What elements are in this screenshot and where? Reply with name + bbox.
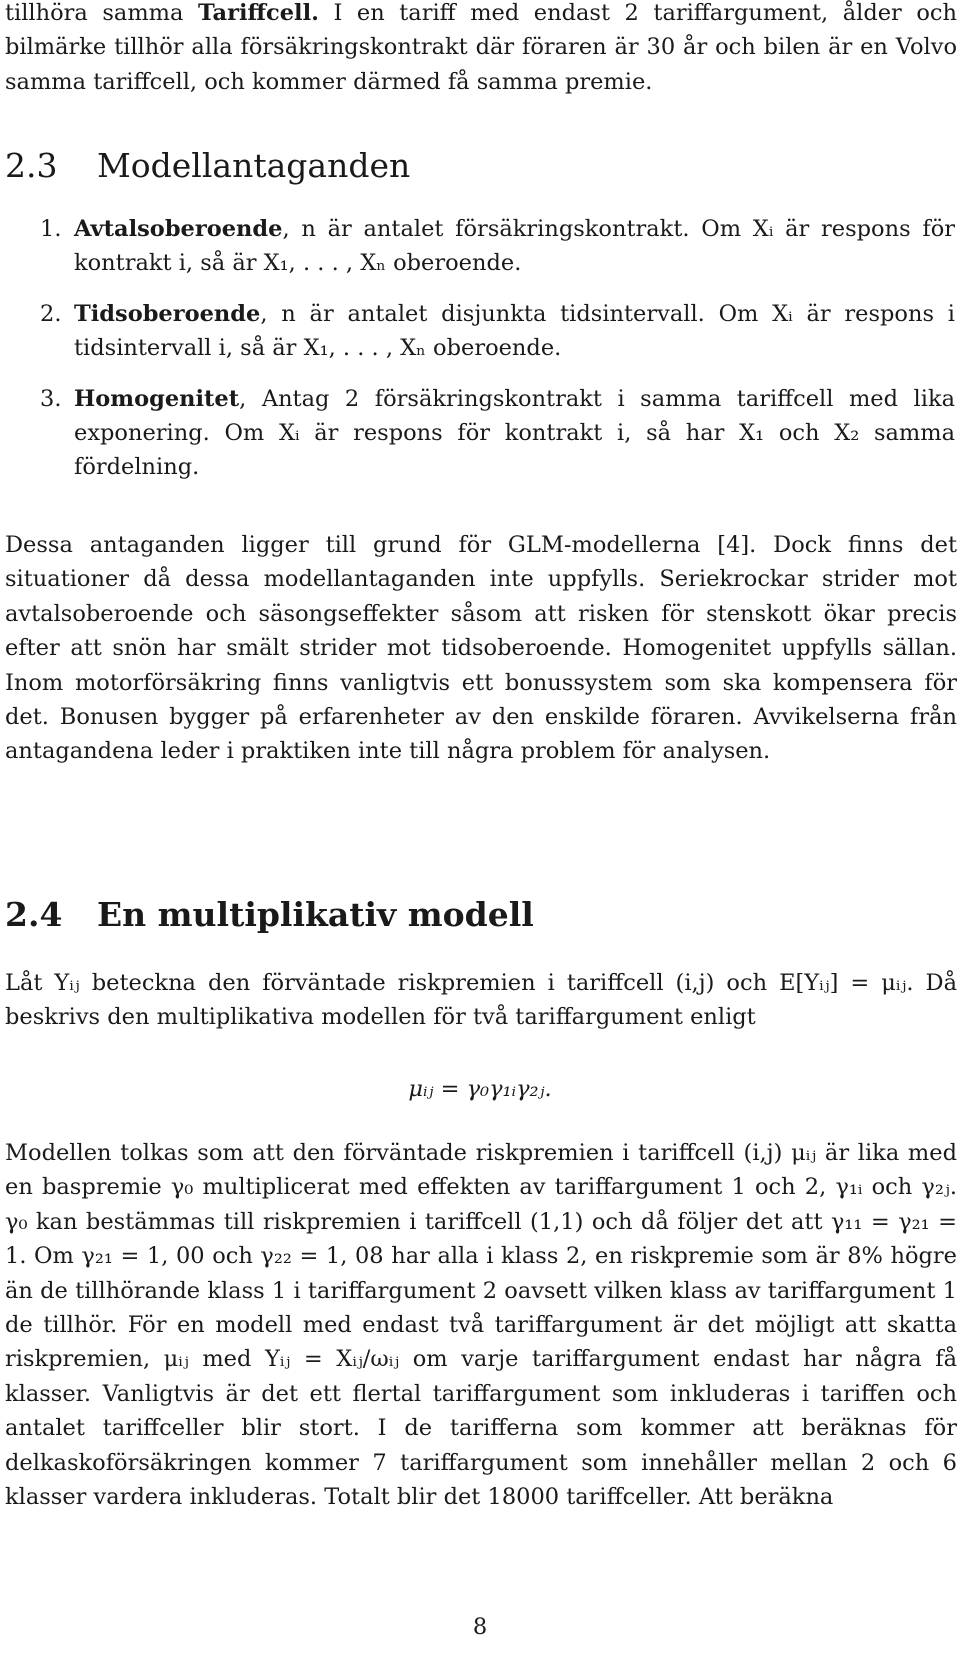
section-number: 2.4 — [5, 895, 63, 934]
assumptions-list — [40, 212, 955, 501]
assumption-item — [40, 212, 955, 281]
page-number: 8 — [472, 1614, 488, 1640]
assumption-text: , n är antalet disjunkta tidsintervall. Om Xᵢ är respons i tidsintervall i, så är X₁, . . . , Xₙ oberoende. — [74, 300, 955, 362]
model-intro-paragraph: Låt Yᵢⱼ beteckna den förväntade riskpremien i tariffcell (i,j) och E[Yᵢⱼ] = μᵢⱼ. Då beskrivs den multiplikativa modellen för två tariffargument enligt — [5, 970, 957, 1031]
multiplicative-model-equation: μᵢⱼ = γ₀γ₁ᵢγ₂ⱼ. — [408, 1076, 552, 1102]
assumption-term: Tidsoberoende — [74, 300, 261, 327]
intro-paragraph — [5, 0, 957, 99]
section-title: En multiplikativ modell — [97, 895, 534, 934]
assumption-text: , Antag 2 försäkringskontrakt i samma tariffcell med lika exponering. Om Xᵢ är respons för kontrakt i, så har X₁ och X₂ samma fördelning. — [74, 385, 955, 481]
assumption-term: Homogenitet — [74, 385, 240, 412]
assumption-item — [40, 382, 955, 485]
intro-text-rest: I en tariff med endast 2 tariffargument, ålder och bilmärke tillhör alla försäkringskontrakt där föraren är 30 år och bilen är en Volvo samma tariffcell, och kommer därmed få samma premie. — [5, 0, 957, 95]
list-number: 3. — [40, 385, 62, 412]
list-number: 2. — [40, 300, 62, 327]
assumption-term: Avtalsoberoende — [74, 216, 283, 242]
intro-term-tariffcell: Tariffcell. — [197, 0, 319, 26]
intro-text-start: tillhöra samma — [5, 0, 198, 26]
section-heading-2-3 — [5, 146, 410, 186]
assumption-item — [40, 297, 955, 366]
section-title: Modellantaganden — [97, 146, 411, 185]
assumption-text: , n är antalet försäkringskontrakt. Om Xᵢ är respons för kontrakt i, så är X₁, . . . , Xₙ oberoende. — [74, 216, 955, 277]
list-number: 1. — [40, 216, 62, 242]
model-interpretation-paragraph: Modellen tolkas som att den förväntade riskpremien i tariffcell (i,j) μᵢⱼ är lika med en baspremie γ₀ multiplicerat med effekten av tariffargument 1 och 2, γ₁ᵢ och γ₂ⱼ. γ₀ kan bestämmas till riskpremien i tariffcell (1,1) och då följer det att γ₁₁ = γ₂₁ = 1. Om γ₂₁ = 1, 00 och γ₂₂ = 1, 08 har alla i klass 2, en riskpremie som är 8% högre än de tillhörande klass 1 i tariffargument 2 oavsett vilken klass av tariffargument 1 de tillhör. För en modell med endast två tariffargument är det möjligt att skatta riskpremien, μᵢⱼ med Yᵢⱼ = Xᵢⱼ/ωᵢⱼ om varje tariffargument endast har några få klasser. Vanligtvis är det ett flertal tariffargument som inkluderas i tariffen och antalet tariffceller blir stort. I de tarifferna som kommer att beräknas för delkaskoförsäkringen kommer 7 tariffargument som innehåller mellan 2 och 6 klasser vardera inkluderas. Totalt blir det 18000 tariffceller. Att beräkna — [5, 1140, 957, 1511]
section-heading-2-4 — [5, 895, 534, 935]
discussion-paragraph: Dessa antaganden ligger till grund för GLM-modellerna [4]. Dock finns det situationer då dessa modellantaganden inte uppfylls. Seriekrockar strider mot avtalsoberoende och säsongseffekter såsom att risken för stenskott ökar precis efter att snön har smält strider mot tidsoberoende. Homogenitet uppfylls sällan. Inom motorförsäkring finns vanligtvis ett bonussystem som ska kompensera för det. Bonusen bygger på erfarenheter av den enskilde föraren. Avvikelserna från antagandena leder i praktiken inte till några problem för analysen. — [5, 532, 957, 765]
section-number: 2.3 — [5, 146, 58, 185]
